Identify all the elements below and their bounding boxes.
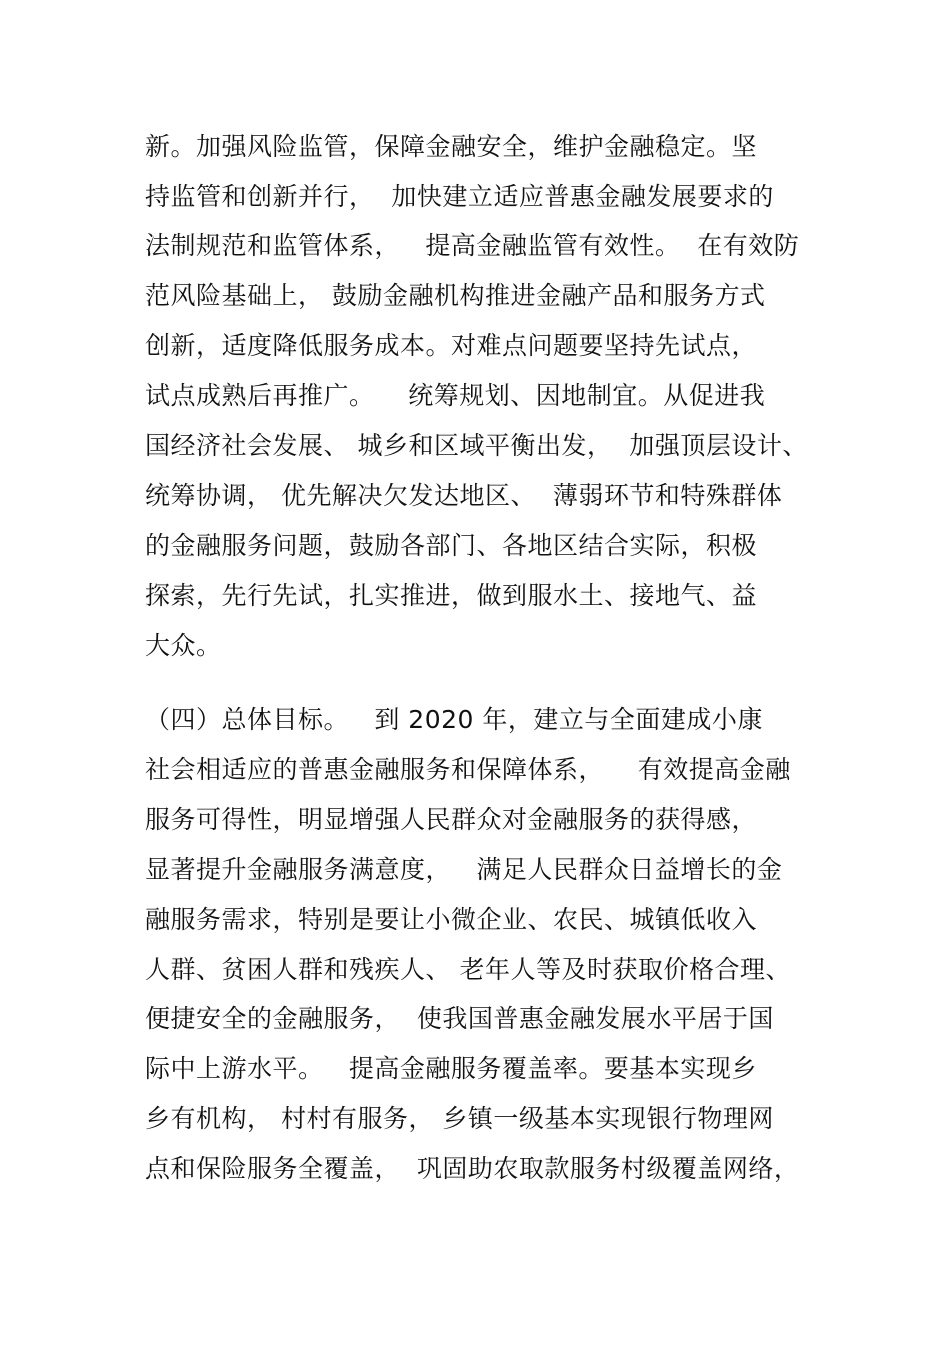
text-line: 人群、贫困人群和残疾人、 老年人等及时获取价格合理、	[145, 955, 791, 984]
text-line: 乡有机构， 村村有服务， 乡镇一级基本实现银行物理网	[145, 1104, 774, 1133]
text-line: 点和保险服务全覆盖， 巩固助农取款服务村级覆盖网络，	[145, 1154, 800, 1183]
text-line: 范风险基础上， 鼓励金融机构推进金融产品和服务方式	[145, 281, 766, 310]
text-line: 试点成熟后再推广。 统筹规划、因地制宜。从促进我	[145, 381, 766, 410]
text-line: 统筹协调， 优先解决欠发达地区、 薄弱环节和特殊群体	[145, 481, 783, 510]
text-line: 大众。	[145, 631, 222, 660]
text-line: 国经济社会发展、 城乡和区域平衡出发， 加强顶层设计、	[145, 431, 808, 460]
text-line: （四）总体目标。 到 2020 年，建立与全面建成小康	[145, 705, 763, 734]
text-line: 探索，先行先试，扎实推进，做到服水土、接地气、益	[145, 581, 758, 610]
text-line: 新。加强风险监管，保障金融安全，维护金融稳定。坚	[145, 132, 758, 161]
text-line: 际中上游水平。 提高金融服务覆盖率。要基本实现乡	[145, 1054, 757, 1083]
text-line: 融服务需求，特别是要让小微企业、农民、城镇低收入	[145, 905, 758, 934]
text-line: 社会相适应的普惠金融服务和保障体系， 有效提高金融	[145, 755, 791, 784]
text-line: 持监管和创新并行， 加快建立适应普惠金融发展要求的	[145, 182, 774, 211]
text-line: 创新，适度降低服务成本。对难点问题要坚持先试点，	[145, 331, 758, 360]
text-line: 服务可得性，明显增强人民群众对金融服务的获得感，	[145, 805, 758, 834]
text-line: 便捷安全的金融服务， 使我国普惠金融发展水平居于国	[145, 1004, 774, 1033]
text-line: 法制规范和监管体系， 提高金融监管有效性。 在有效防	[145, 231, 800, 260]
text-line: 显著提升金融服务满意度， 满足人民群众日益增长的金	[145, 855, 783, 884]
text-line: 的金融服务问题，鼓励各部门、各地区结合实际，积极	[145, 531, 758, 560]
